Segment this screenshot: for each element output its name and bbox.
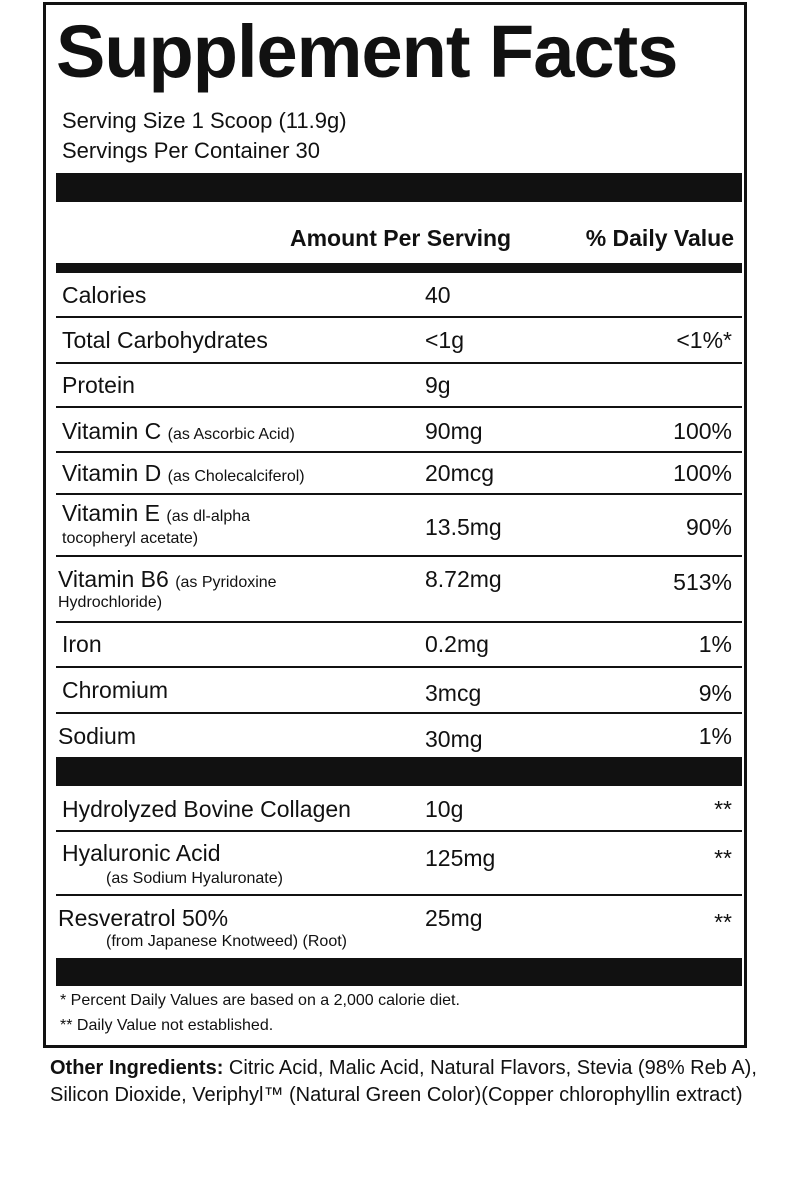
nutrient-name: Total Carbohydrates xyxy=(62,327,268,353)
nutrient-row xyxy=(56,623,742,668)
footnote-dv-not-established: ** Daily Value not established. xyxy=(60,1017,274,1034)
serving-size: Serving Size 1 Scoop (11.9g) xyxy=(62,108,347,133)
ingredient-source: (from Japanese Knotweed) (Root) xyxy=(106,933,347,950)
nutrient-name: Vitamin E xyxy=(62,500,161,526)
nutrient-amount: 3mcg xyxy=(425,680,482,706)
blend-row xyxy=(56,786,742,832)
nutrient-row xyxy=(56,408,742,453)
nutrient-name-with-source xyxy=(62,499,250,531)
amount-header: Amount Per Serving xyxy=(290,225,512,251)
blend-row xyxy=(56,832,742,896)
nutrient-row xyxy=(56,495,742,557)
nutrient-dv: 9% xyxy=(698,680,732,706)
nutrient-row xyxy=(56,668,742,714)
nutrient-row xyxy=(56,557,742,623)
ingredient-name: Resveratrol 50% xyxy=(58,905,229,931)
nutrient-row xyxy=(56,273,742,318)
ingredient-amount: 25mg xyxy=(425,905,483,931)
ingredient-dv: ** xyxy=(714,909,732,935)
ingredient-name: Hydrolyzed Bovine Collagen xyxy=(62,796,351,822)
ingredient-amount: 125mg xyxy=(425,845,496,871)
nutrient-name: Vitamin C xyxy=(62,418,162,444)
thick-divider xyxy=(56,757,742,786)
nutrient-amount: 13.5mg xyxy=(425,514,502,540)
nutrient-row xyxy=(56,318,742,364)
nutrient-source-cont: Hydrochloride) xyxy=(58,594,163,611)
supplement-facts-panel xyxy=(43,2,747,1048)
thick-divider xyxy=(56,958,742,986)
thick-divider xyxy=(56,173,742,202)
panel-title: Supplement Facts xyxy=(56,10,678,93)
nutrient-source: (as Cholecalciferol) xyxy=(167,468,305,485)
nutrient-amount: 90mg xyxy=(425,418,483,444)
nutrient-name: Calories xyxy=(62,282,147,308)
nutrient-name: Sodium xyxy=(58,723,136,749)
nutrient-row xyxy=(56,453,742,495)
ingredient-name: Hyaluronic Acid xyxy=(62,840,221,866)
other-ingredients xyxy=(50,1055,760,1109)
nutrient-amount: 20mcg xyxy=(425,460,495,486)
nutrient-name: Vitamin B6 xyxy=(58,566,169,592)
footnote-percent-dv: * Percent Daily Values are based on a 2,000 calorie diet. xyxy=(60,992,460,1009)
ingredient-amount: 10g xyxy=(425,796,464,822)
nutrient-name-with-source xyxy=(62,417,295,449)
nutrient-amount: 9g xyxy=(425,372,451,398)
nutrient-amount: 0.2mg xyxy=(425,631,489,657)
nutrient-source: (as Ascorbic Acid) xyxy=(167,426,295,443)
nutrient-dv: 100% xyxy=(673,418,732,444)
ingredient-source: (as Sodium Hyaluronate) xyxy=(106,870,283,887)
nutrient-amount: 40 xyxy=(425,282,451,308)
nutrient-dv: 1% xyxy=(698,631,732,657)
nutrient-amount: 30mg xyxy=(425,726,483,752)
nutrient-source: (as dl-alpha xyxy=(166,508,251,525)
nutrient-dv: 513% xyxy=(673,569,732,595)
daily-value-header: % Daily Value xyxy=(585,225,734,251)
nutrient-amount: 8.72mg xyxy=(425,566,502,592)
nutrient-dv: <1%* xyxy=(676,327,732,353)
nutrient-source-cont: tocopheryl acetate) xyxy=(62,530,199,547)
ingredient-dv: ** xyxy=(714,845,732,871)
nutrient-source: (as Pyridoxine xyxy=(175,574,277,591)
nutrient-name: Chromium xyxy=(62,677,169,703)
nutrient-amount: <1g xyxy=(425,327,465,353)
nutrient-dv: 100% xyxy=(673,460,732,486)
nutrient-name: Iron xyxy=(62,631,102,657)
nutrient-row xyxy=(56,364,742,408)
nutrient-dv: 1% xyxy=(698,723,732,749)
blend-row xyxy=(56,896,742,958)
nutrient-name: Protein xyxy=(62,372,135,398)
other-ingredients-label: Other Ingredients: xyxy=(50,1057,224,1079)
medium-divider xyxy=(56,263,742,273)
nutrient-name: Vitamin D xyxy=(62,460,162,486)
nutrient-dv: 90% xyxy=(685,514,732,540)
ingredient-dv: ** xyxy=(714,796,732,822)
other-ingredients-text: Citric Acid, Malic Acid, Natural Flavors, Stevia (98% Reb A), Silicon Dioxide, Veriphyl™ (Natural Green Color)(Copper chlorophyllin extract) xyxy=(50,1057,757,1106)
nutrient-name-with-source xyxy=(62,459,305,491)
servings-per-container: Servings Per Container 30 xyxy=(62,138,321,163)
nutrient-row xyxy=(56,714,742,757)
